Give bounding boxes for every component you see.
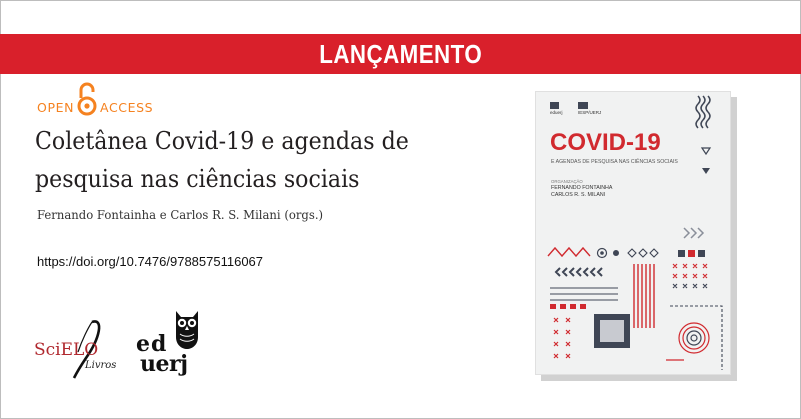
open-access-logo — [37, 82, 153, 116]
open-access-right-text: ACCESS — [100, 100, 154, 115]
book-title-line-1: Coletânea Covid-19 e agendas de — [35, 127, 409, 155]
eduerj-logo — [136, 307, 206, 383]
book-title-line-2: pesquisa nas ciências sociais — [35, 165, 360, 193]
cover-logo-iesp: IESP/UERJ — [578, 110, 602, 115]
eduerj-line-2: uerj — [140, 351, 188, 377]
cover-title: COVID-19 — [550, 129, 661, 156]
open-access-left-text: OPEN — [37, 100, 75, 115]
eduerj-line-1: ed — [136, 331, 168, 357]
cover-subtitle: E AGENDAS DE PESQUISA NAS CIÊNCIAS SOCIAIS — [551, 159, 678, 165]
cover-author-2: CARLOS R. S. MILANI — [551, 192, 606, 198]
scielo-livros-logo — [30, 318, 130, 380]
owl-icon — [172, 307, 202, 349]
cover-logo-eduerj: eduerj — [550, 110, 563, 115]
book-title — [35, 122, 467, 198]
cover-author-1: FERNANDO FONTAINHA — [551, 185, 613, 191]
launch-banner — [0, 34, 801, 74]
book-authors: Fernando Fontainha e Carlos R. S. Milani (orgs.) — [37, 207, 324, 222]
book-cover — [535, 91, 731, 375]
scielo-sub: Livros — [85, 360, 117, 371]
banner-title: LANÇAMENTO — [319, 38, 482, 69]
scielo-name: SciELO — [34, 340, 99, 360]
open-lock-icon — [76, 82, 98, 116]
cover-org-label: ORGANIZAÇÃO — [551, 179, 583, 184]
doi-link[interactable]: https://doi.org/10.7476/9788575116067 — [37, 254, 264, 269]
